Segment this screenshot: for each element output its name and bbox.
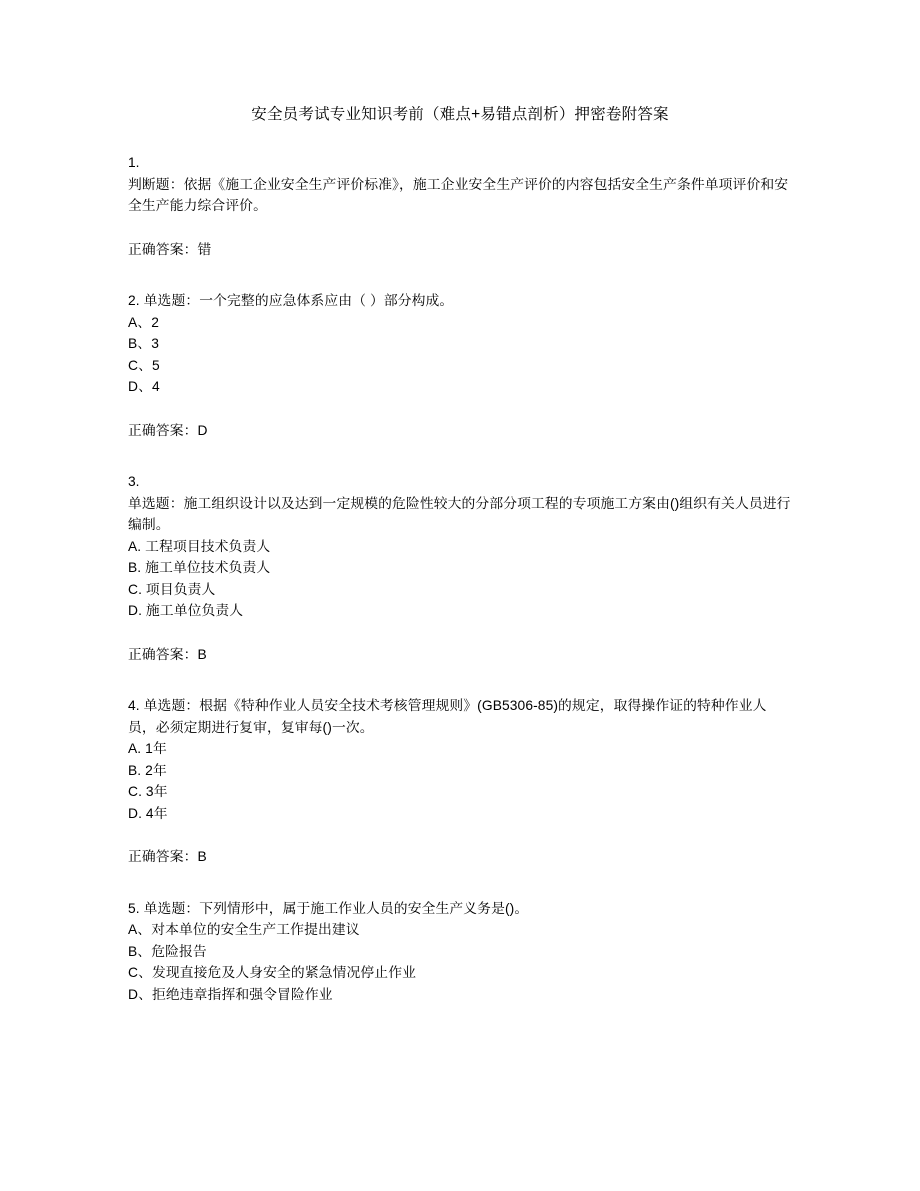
question-options	[128, 312, 792, 398]
question-stem: 单选题：根据《特种作业人员安全技术考核管理规则》(GB5306-85)的规定，取得操作证的特种作业人员，必须定期进行复审，复审每()一次。	[128, 698, 767, 735]
question-number: 1.	[128, 155, 140, 170]
question-options	[128, 536, 792, 622]
question-number: 4.	[128, 698, 140, 713]
option-item[interactable]: C、5	[128, 357, 160, 373]
question-stem: 单选题：下列情形中，属于施工作业人员的安全生产义务是()。	[143, 900, 529, 916]
question-stem: 单选题：施工组织设计以及达到一定规模的危险性较大的分部分项工程的专项施工方案由()组织有关人员进行编制。	[128, 495, 791, 532]
option-item[interactable]: C. 3年	[128, 784, 168, 799]
option-item[interactable]: A. 工程项目技术负责人	[128, 538, 271, 554]
option-item[interactable]: C、发现直接危及人身安全的紧急情况停止作业	[128, 965, 416, 980]
question-answer: 正确答案：B	[128, 646, 207, 662]
question-block	[128, 471, 792, 665]
question-answer: 正确答案：错	[128, 241, 212, 257]
question-number: 3.	[128, 474, 140, 489]
question-stem: 单选题：一个完整的应急体系应由（ ）部分构成。	[143, 293, 454, 308]
question-block	[128, 898, 792, 1006]
page-title: 安全员考试专业知识考前（难点+易错点剖析）押密卷附答案	[251, 106, 669, 123]
question-options	[128, 738, 792, 824]
question-answer: 正确答案：B	[128, 849, 207, 864]
option-item[interactable]: D、4	[128, 379, 160, 394]
option-item[interactable]: B. 2年	[128, 762, 167, 778]
question-number: 5.	[128, 900, 140, 916]
question-block	[128, 695, 792, 868]
option-item[interactable]: B. 施工单位技术负责人	[128, 560, 271, 575]
question-number: 2.	[128, 293, 140, 308]
option-item[interactable]: A、2	[128, 314, 159, 330]
question-stem-with-number	[128, 898, 792, 920]
option-item[interactable]: B、3	[128, 336, 159, 351]
question-stem-with-number	[128, 695, 792, 738]
option-item[interactable]: A、对本单位的安全生产工作提出建议	[128, 922, 360, 937]
option-item[interactable]: D、拒绝违章指挥和强令冒险作业	[128, 986, 333, 1002]
question-block	[128, 152, 792, 260]
option-item[interactable]: A. 1年	[128, 741, 167, 756]
option-item[interactable]: B、危险报告	[128, 943, 207, 959]
question-block	[128, 290, 792, 441]
option-item[interactable]: D. 施工单位负责人	[128, 603, 244, 618]
question-stem-with-number	[128, 290, 792, 312]
option-item[interactable]: C. 项目负责人	[128, 581, 216, 597]
question-options	[128, 919, 792, 1005]
option-item[interactable]: D. 4年	[128, 805, 168, 821]
question-stem: 判断题：依据《施工企业安全生产评价标准》，施工企业安全生产评价的内容包括安全生产条件单项评价和安全生产能力综合评价。	[128, 176, 789, 213]
question-answer: 正确答案：D	[128, 422, 208, 438]
